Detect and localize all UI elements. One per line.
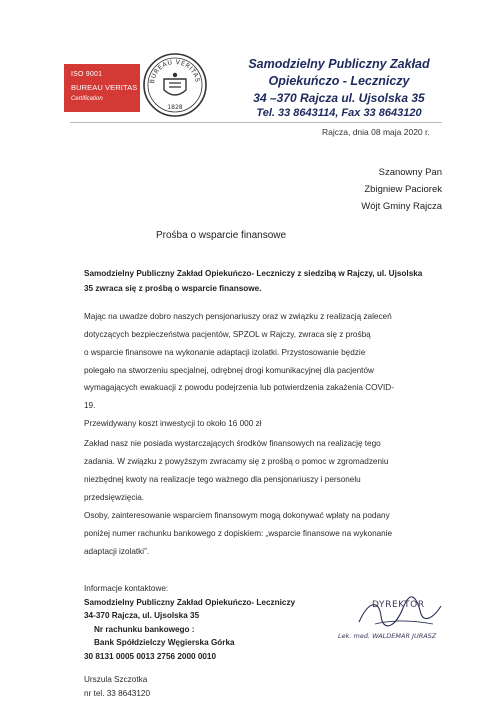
signer-block xyxy=(84,673,150,700)
contact-organization: Samodzielny Publiczny Zakład Opiekuńczo- Leczniczy xyxy=(84,597,296,607)
addressee-block xyxy=(300,164,442,215)
paragraph1-line: polegało na stworzeniu specjalnej, odrębnej drogi komunikacyjnej dla pacjentów xyxy=(84,366,374,375)
contact-account-number: 30 8131 0005 0013 2756 2000 0010 xyxy=(84,651,217,661)
director-stamp-name: Lek. med. WALDEMAR JURASZ xyxy=(338,632,437,640)
paragraph2-line: niezbędnej kwoty na realizacje tego ważnego dla pensjonariuszy i personelu xyxy=(84,475,361,484)
org-address: 34 –370 Rajcza ul. Ujsolska 35 xyxy=(253,91,425,105)
org-name-line1: Samodzielny Publiczny Zakład xyxy=(248,57,430,71)
paragraph1-line: 19. xyxy=(84,401,96,410)
signer-phone: nr tel. 33 8643120 xyxy=(84,688,151,698)
cost-line: Przewidywany koszt inwestycji to około 16 000 zł xyxy=(84,419,262,428)
letterhead-organization xyxy=(214,56,464,121)
addressee-name: Zbigniew Paciorek xyxy=(364,184,442,195)
paragraph3-line: adaptacji izolatki”. xyxy=(84,547,150,556)
addressee-salutation: Szanowny Pan xyxy=(378,167,442,178)
signer-name: Urszula Szczotka xyxy=(84,675,148,684)
intro-line-1: Samodzielny Publiczny Zakład Opiekuńczo- Leczniczy z siedzibą w Rajczy, ul. Ujsolska xyxy=(84,269,423,278)
contact-address: 34-370 Rajcza, ul. Ujsolska 35 xyxy=(84,611,200,620)
svg-text:BUREAU VERITAS xyxy=(149,59,201,84)
org-name-line2: Opiekuńczo - Leczniczy xyxy=(268,74,410,88)
paragraph2-line: przedsięwzięcia. xyxy=(84,493,145,502)
paragraph1-line: dotyczących bezpieczeństwa pacjentów, SPZOL w Rajczy, zwraca się z prośbą xyxy=(84,330,371,339)
paragraph2-line: zadania. W związku z powyższym zwracamy się z prośbą o pomoc w zgromadzeniu xyxy=(84,457,389,466)
addressee-position: Wójt Gminy Rajcza xyxy=(361,201,442,212)
bureau-veritas-seal-logo xyxy=(142,52,208,118)
paragraph3-line: Osoby, zainteresowanie wsparciem finansowym mogą dokonywać wpłaty na podany xyxy=(84,511,390,520)
paragraph2-line: Zakład nasz nie posiada wystarczających środków finansowych na realizację tego xyxy=(84,439,381,448)
paragraph1-line: wymagających ewakuacji z powodu podejrzenia lub potwierdzenia zakażenia COVID- xyxy=(84,383,394,392)
iso-bureau-label: BUREAU VERITAS xyxy=(71,83,138,92)
intro-line-2: 35 zwraca się z prośbą o wsparcie finansowe. xyxy=(84,284,262,293)
letterhead-divider xyxy=(70,122,442,123)
seal-year: 1828 xyxy=(167,104,183,111)
paragraph1-line: Mając na uwadze dobro naszych pensjonariuszy oraz w związku z realizacją zaleceń xyxy=(84,312,392,321)
contact-account-label: Nr rachunku bankowego : xyxy=(94,624,195,634)
paragraph3-line: poniżej numer rachunku bankowego z dopiskiem: „wsparcie finansowe na wykonanie xyxy=(84,529,393,538)
paragraph1-line: o wsparcie finansowe na wykonanie adaptacji izolatki. Przystosowanie będzie xyxy=(84,348,366,357)
contact-heading: Informacje kontaktowe: xyxy=(84,584,169,593)
iso-label: ISO 9001 xyxy=(71,71,103,78)
org-phone: Tel. 33 8643114, Fax 33 8643120 xyxy=(256,107,422,119)
director-stamp-title: DYREKTOR xyxy=(372,600,425,610)
letter-date: Rajcza, dnia 08 maja 2020 r. xyxy=(322,127,430,137)
seal-top-text: BUREAU VERITAS xyxy=(148,58,201,85)
iso-certification-badge xyxy=(64,64,140,112)
contact-info-block xyxy=(84,582,295,663)
letter-title: Prośba o wsparcie finansowe xyxy=(156,230,287,241)
iso-certification-label: Certification xyxy=(71,96,103,102)
contact-bank-name: Bank Spółdzielczy Węgierska Górka xyxy=(94,638,235,647)
